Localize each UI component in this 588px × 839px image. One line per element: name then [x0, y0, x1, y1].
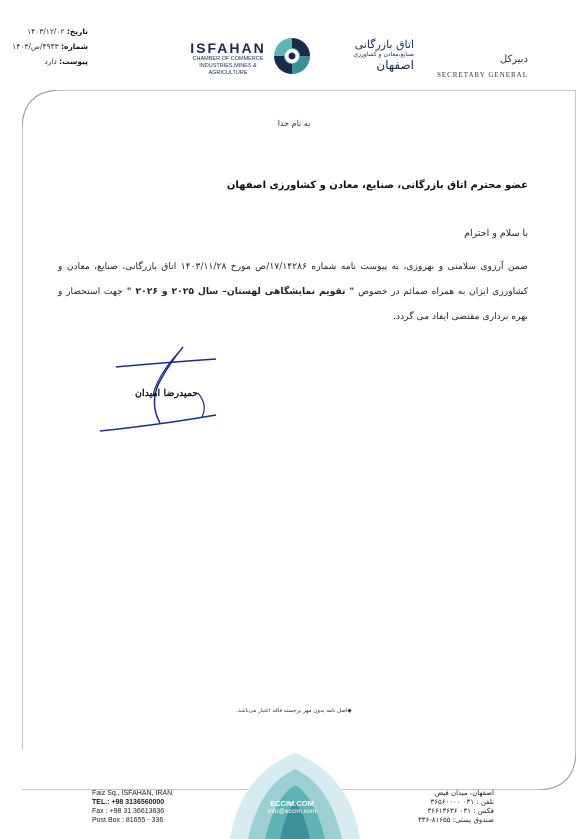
footer-persian-contact [418, 789, 494, 825]
footer-fa-fax: فکس : ۰۳۱ ۳۶۶۱۳۶۳۶ [427, 807, 494, 815]
signatory-name: حمیدرضا امیدان [135, 388, 199, 399]
logo-english: ISFAHAN CHAMBER OF COMMERCE INDUSTRIES,MINES & AGRICULTURE [190, 40, 266, 76]
footer-fa-postbox: صندوق پستی: ۸۱۶۵۵-۳۳۶ [418, 816, 494, 824]
addressee-line: عضو محترم اتاق بازرگانی، صنایع، معادن و کشاورزی اصفهان [226, 180, 528, 191]
secretary-general-label: دبیرکل SECRETARY GENERAL [436, 54, 528, 79]
meta-date: تاریخ: ۱۴۰۳/۱۲/۰۲ [27, 27, 88, 36]
letter-body [58, 254, 528, 329]
footer-emblem-graphic [220, 745, 370, 839]
footer-address: Faiz Sq., ISFAHAN, IRAN [92, 790, 173, 797]
logo-persian: اتاق بازرگانی صنایع،معادن و کشاورزی اصفهان [353, 38, 414, 72]
website-link[interactable]: ECCIM.COM [270, 799, 314, 808]
footer-fax: Fax : +98 31 36613636 [92, 808, 165, 815]
footer-postbox: Post Box : 81655 - 336 [92, 817, 164, 824]
body-text-2: جهت استحضار و بهره برداری مقتضی ایفاد می گردد. [58, 286, 528, 322]
body-text-1: ضمن آرزوی سلامتی و بهروزی، به پیوست نامه شماره ۱۷/۱۴۲۸۶/ص مورخ ۱۴۰۳/۱۱/۲۸ اتاق بازرگانی، صنایع، معادن و کشاورزی ایران به همراه ضمائم در خصوص [58, 261, 529, 297]
chamber-logo [186, 34, 416, 84]
chamber-emblem-icon [272, 36, 312, 76]
greeting-line: با سلام و احترام [464, 228, 528, 239]
footer-web [247, 799, 337, 815]
email-link[interactable]: info@eccim.com [267, 808, 317, 815]
meta-attachment: پیوست: دارد [44, 57, 88, 66]
letter-frame [22, 90, 576, 790]
footer-english-contact [92, 789, 172, 825]
body-subject-bold: " تقویم نمایشگاهی لهستان– سال ۲۰۲۵ و ۲۰۲۶ " [122, 286, 359, 297]
footer-fa-phone: تلفن : ۰۳۱ ۳۶۵۶۰۰۰۰ [430, 798, 494, 806]
footer-fa-address: اصفهان، میدان فیض [434, 789, 494, 797]
footer-phone: TEL.: +98 3136560000 [92, 799, 165, 806]
bismillah-heading: به نام خدا [277, 119, 311, 128]
meta-number: شماره: ۴۹۴۳/ص/۱۴۰۳ [12, 42, 88, 51]
validity-footnote: ◆اصل نامه بدون مهر برجسته فاقد اعتبار می‌باشد. [236, 708, 352, 714]
letter-meta [8, 24, 88, 69]
